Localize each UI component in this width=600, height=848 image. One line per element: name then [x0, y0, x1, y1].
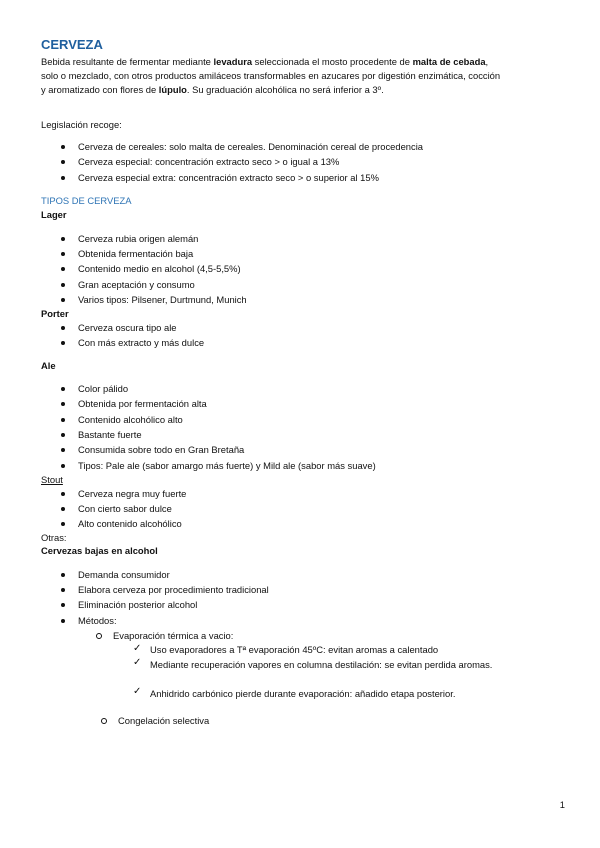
- bullet-icon: [61, 387, 65, 391]
- checkmark-icon: ✓: [133, 686, 142, 697]
- page-number: 1: [559, 799, 565, 810]
- bullet-icon: [61, 588, 65, 592]
- bullet-icon: [61, 341, 65, 345]
- bullet-icon: [61, 252, 65, 256]
- bullet-icon: [61, 418, 65, 422]
- subheading-ale: Ale: [41, 360, 56, 371]
- intro-text: . Su graduación alcohólica no será inferior a 3º.: [186, 84, 384, 95]
- circle-bullet-icon: [101, 718, 107, 724]
- checkmark-icon: ✓: [133, 643, 142, 654]
- bullet-icon: [61, 145, 65, 149]
- section-heading: TIPOS DE CERVEZA: [41, 195, 132, 206]
- bullet-icon: [61, 522, 65, 526]
- bullet-icon: [61, 448, 65, 452]
- bullet-icon: [61, 326, 65, 330]
- subheading-bajas: Cervezas bajas en alcohol: [41, 545, 158, 556]
- intro-bold-malta: malta de cebada: [412, 56, 486, 67]
- circle-bullet-icon: [96, 633, 102, 639]
- subheading-lager: Lager: [41, 209, 67, 220]
- bullet-icon: [61, 237, 65, 241]
- otras-label: Otras:: [41, 532, 67, 543]
- bullet-icon: [61, 160, 65, 164]
- intro-text: Bebida resultante de fermentar mediante: [41, 56, 214, 67]
- bullet-icon: [61, 402, 65, 406]
- bullet-icon: [61, 573, 65, 577]
- bullet-icon: [61, 603, 65, 607]
- checkmark-icon: ✓: [133, 657, 142, 668]
- bullet-icon: [61, 176, 65, 180]
- bullet-icon: [61, 298, 65, 302]
- bullet-icon: [61, 283, 65, 287]
- bullet-icon: [61, 492, 65, 496]
- bullet-icon: [61, 433, 65, 437]
- intro-bold-levadura: levadura: [213, 56, 253, 67]
- document-page: CERVEZA Bebida resultante de fermentar mediante levadura seleccionada el mosto procedente de malta de cebada, solo o mezclado, con otros productos amiláceos transformables en azucares por digestión enzimática, cocción y aromatizado con flores de lúpulo. Su graduación alcohólica no será inferior a 3º. Legislación recoge: Cerveza de cereales: solo malta de cereales. Denominación cereal de procedencia Cerveza especial: concentración extracto seco > o igual a 13% Cerveza especial extra: concentración extracto seco > o superior al 15% TIPOS DE CERVEZA Lager Cerveza rubia origen alemán Obtenida fermentación baja Contenido medio en alcohol (4,5-5,5%) Gran aceptación y consumo Varios tipos: Pilsener, Durtmund, Munich Porter Cerveza oscura tipo ale Con más extracto y más dulce Ale Color pálido Obtenida por fermentación alta Contenido alcohólico alto Bastante fuerte Consumida sobre todo en Gran Bretaña Tipos: Pale ale (sabor amargo más fuerte) y Mild ale (sabor más suave) Stout Cerveza negra muy fuerte Con cierto sabor dulce Alto contenido alcohólico Otras: Cervezas bajas en alcohol Demanda consumidor Elabora cerveza por procedimiento tradicional Eliminación posterior alcohol Métodos: Evaporación térmica a vacio: ✓ Uso evaporadores a Tª evaporación 45ºC: evitan aromas a calentado ✓ Mediante recuperación vapores en columna destilación: se evitan perdida aromas. ✓ Anhidrido carbónico pierde durante evaporación: añadido etapa posterior. Congelación selectiva 1: [41, 37, 565, 810]
- page-title: CERVEZA: [41, 37, 103, 52]
- intro-text: seleccionada el mosto procedente de: [252, 56, 413, 67]
- legislacion-heading: Legislación recoge:: [41, 119, 122, 130]
- intro-text: , solo o mezclado, con otros productos amiláceos transformables en azucares por digestión enzimática, cocción y aromatizado con flores de: [41, 56, 501, 95]
- bullet-icon: [61, 464, 65, 468]
- bullet-icon: [61, 267, 65, 271]
- intro-bold-lupulo: lúpulo: [158, 84, 187, 95]
- subheading-porter: Porter: [41, 308, 69, 319]
- bullet-icon: [61, 619, 65, 623]
- bullet-icon: [61, 507, 65, 511]
- intro-paragraph: [41, 55, 501, 97]
- subheading-stout: Stout: [41, 474, 63, 485]
